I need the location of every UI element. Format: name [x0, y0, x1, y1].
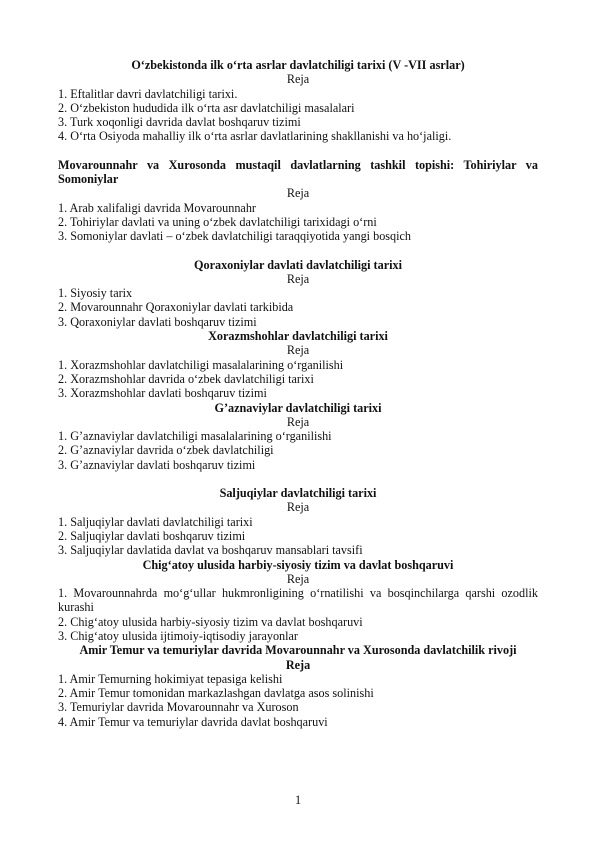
section-title: Saljuqiylar davlatchiligi tarixi [219, 486, 377, 501]
plan-item: 2. Tohiriylar davlati va uning o‘zbek davlatchiligi tarixidagi o‘rni [58, 214, 377, 229]
plan-item: 2. Movarounnahr Qoraxoniylar davlati tarkibida [58, 300, 294, 315]
section-tohiriylar-somoniylar [58, 158, 538, 244]
plan-item: 2. Chig‘atoy ulusida harbiy-siyosiy tizim va davlat boshqaruvi [58, 614, 363, 629]
section-xorazmshohlar [58, 329, 538, 400]
plan-heading: Reja [286, 186, 310, 201]
page-number: 1 [294, 793, 302, 807]
plan-item: 2. Saljuqiylar davlati boshqaruv tizimi [58, 528, 246, 543]
plan-item: 4. Amir Temur va temuriylar davrida davlat boshqaruvi [58, 714, 328, 729]
plan-item: 1. Amir Temurning hokimiyat tepasiga kelishi [58, 671, 283, 686]
plan-item: 1. Movarounnahrda mo‘g‘ullar hukmronligining o‘rnatilishi va bosqinchilarga qarshi ozodlik kurashi [58, 586, 538, 615]
plan-heading: Reja [286, 343, 310, 358]
plan-item: 1. Siyosiy tarix [58, 286, 133, 301]
section-title: G’aznaviylar davlatchiligi tarixi [214, 400, 382, 415]
spacer [58, 144, 538, 158]
section-chigatoy-ulusi [58, 558, 538, 644]
section-saljuqiylar [58, 486, 538, 557]
section-gaznaviylar [58, 401, 538, 472]
plan-item: 1. Eftalitlar davri davlatchiligi tarixi. [58, 86, 238, 101]
section-title: O‘zbekistonda ilk o‘rta asrlar davlatchiligi tarixi (V -VII asrlar) [131, 58, 465, 72]
plan-item: 2. Amir Temur tomonidan markazlashgan davlatga asos solinishi [58, 686, 374, 701]
section-qoraxoniylar [58, 258, 538, 329]
plan-item: 2. G’aznaviylar davrida o‘zbek davlatchiligi [58, 443, 274, 458]
plan-heading: Reja [286, 414, 310, 429]
plan-item: 3. Saljuqiylar davlatida davlat va boshqaruv mansablari tavsifi [58, 543, 363, 558]
plan-heading: Reja [286, 500, 310, 515]
plan-item: 1. Arab xalifaligi davrida Movarounnahr [58, 200, 256, 215]
plan-item: 2. Xorazmshohlar davrida o‘zbek davlatchiligi tarixi [58, 371, 314, 386]
plan-item: 3. Qoraxoniylar davlati boshqaruv tizimi [58, 314, 257, 329]
section-title: Movarounnahr va Xurosonda mustaqil davlatlarning tashkil topishi: Tohiriylar va Somoniylar [58, 157, 538, 187]
section-title: Chig‘atoy ulusida harbiy-siyosiy tizim va davlat boshqaruvi [142, 557, 454, 572]
section-title: Amir Temur va temuriylar davrida Movarounnahr va Xurosonda davlatchilik rivoji [79, 643, 517, 658]
plan-item: 3. Xorazmshohlar davlati boshqaruv tizimi [58, 386, 267, 401]
plan-item: 3. Turk xoqonligi davrida davlat boshqaruv tizimi [58, 115, 301, 130]
plan-item: 3. G’aznaviylar davlati boshqaruv tizimi [58, 457, 256, 472]
plan-item: 1. Xorazmshohlar davlatchiligi masalalarining o‘rganilishi [58, 357, 344, 372]
plan-heading: Reja [286, 72, 310, 87]
spacer [58, 244, 538, 258]
document-page [58, 58, 538, 729]
section-title: Xorazmshohlar davlatchiligi tarixi [208, 329, 388, 344]
plan-heading: Reja [286, 271, 310, 286]
plan-heading: Reja [285, 657, 311, 672]
plan-heading: Reja [286, 571, 310, 586]
plan-item: 1. Saljuqiylar davlati davlatchiligi tarixi [58, 514, 253, 529]
plan-item: 3. Somoniylar davlati – o‘zbek davlatchiligi taraqqiyotida yangi bosqich [58, 229, 412, 244]
plan-item: 3. Temuriylar davrida Movarounnahr va Xuroson [58, 700, 299, 715]
plan-item: 3. Chig‘atoy ulusida ijtimoiy-iqtisodiy jarayonlar [58, 628, 298, 643]
section-title: Qoraxoniylar davlati davlatchiligi tarixi [194, 257, 402, 272]
spacer [58, 472, 538, 486]
plan-item: 2. O‘zbekiston hududida ilk o‘rta asr davlatchiligi masalalari [58, 100, 355, 115]
section-amir-temur [58, 643, 538, 729]
plan-item: 1. G’aznaviylar davlatchiligi masalalarining o‘rganilishi [58, 429, 332, 444]
section-early-medieval [58, 58, 538, 144]
plan-item: 4. O‘rta Osiyoda mahalliy ilk o‘rta asrlar davlatlarining shakllanishi va ho‘jaligi. [58, 129, 452, 144]
